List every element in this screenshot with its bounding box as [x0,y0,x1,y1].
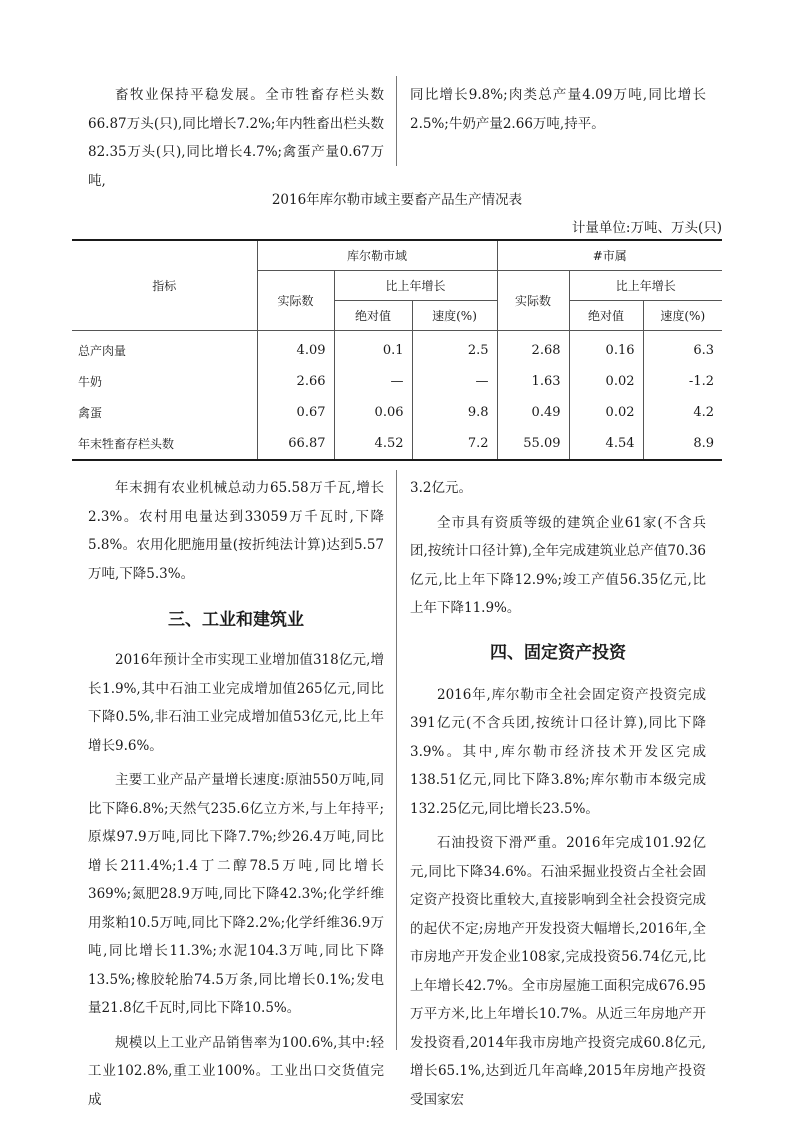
cell: 0.16 [569,331,643,367]
cell: 4.2 [643,397,722,428]
table-row [72,397,722,428]
header-yoy-1: 比上年增长 [334,271,497,301]
header-group-municipal: #市属 [497,240,722,271]
header-group-city: 库尔勒市域 [257,240,497,271]
cell: 0.1 [334,331,412,367]
left-column [88,474,384,1114]
top-left-column [88,81,384,195]
column-divider-top [396,76,397,166]
header-absolute-1: 绝对值 [334,301,412,331]
cell: 4.52 [334,428,412,460]
table-unit: 计量单位:万吨、万头(只) [571,220,722,236]
cell: 6.3 [643,331,722,367]
cell: 2.5 [412,331,497,367]
table-row [72,331,722,367]
row-label: 牛奶 [78,375,103,389]
header-speed-2: 速度(%) [643,301,722,331]
table-row [72,428,722,460]
paragraph: 2016年,库尔勒市全社会固定资产投资完成391亿元(不含兵团,按统计口径计算),同比下降3.9%。其中,库尔勒市经济技术开发区完成138.51亿元,同比下降3.8%;库尔勒市本级完成132.25亿元,同比增长23.5%。 [410,686,706,817]
cell: 0.67 [257,397,334,428]
livestock-table [72,239,722,461]
paragraph: 3.2亿元。 [410,480,472,496]
cell: 0.49 [497,397,569,428]
cell: — [412,366,497,397]
cell: 2.68 [497,331,569,367]
section-heading-industry: 三、工业和建筑业 [168,610,304,630]
row-label: 总产肉量 [78,344,127,358]
cell: 7.2 [412,428,497,460]
cell: 0.02 [569,397,643,428]
top-right-paragraph: 同比增长9.8%;肉类总产量4.09万吨,同比增长2.5%;牛奶产量2.66万吨,持平。 [410,87,706,132]
header-indicator: 指标 [72,240,257,331]
right-column [410,474,706,1114]
cell: 66.87 [257,428,334,460]
cell: 0.02 [569,366,643,397]
header-actual-2: 实际数 [497,271,569,331]
paragraph: 规模以上工业产品销售率为100.6%,其中:轻工业102.8%,重工业100%。工业出口交货值完成 [88,1034,384,1108]
section-heading-investment: 四、固定资产投资 [490,642,626,663]
table-title: 2016年库尔勒市域主要畜产品生产情况表 [271,192,523,208]
paragraph: 年末拥有农业机械总动力65.58万千瓦,增长2.3%。农村用电量达到33059万千瓦时,下降5.8%。农用化肥施用量(按折纯法计算)达到5.57万吨,下降5.3%。 [88,480,384,582]
header-actual-1: 实际数 [257,271,334,331]
cell: 9.8 [412,397,497,428]
cell: 8.9 [643,428,722,460]
top-left-paragraph: 畜牧业保持平稳发展。全市牲畜存栏头数66.87万头(只),同比增长7.2%;年内牲畜出栏头数82.35万头(只),同比增长4.7%;禽蛋产量0.67万吨, [88,87,384,189]
paragraph: 2016年预计全市实现工业增加值318亿元,增长1.9%,其中石油工业完成增加值265亿元,同比下降0.5%,非石油工业完成增加值53亿元,比上年增长9.6%。 [88,652,384,754]
header-absolute-2: 绝对值 [569,301,643,331]
paragraph: 石油投资下滑严重。2016年完成101.92亿元,同比下降34.6%。石油采掘业投资占全社会固定资产投资比重较大,直接影响到全社会投资完成的起伏不定;房地产开发投资大幅增长,2016年,全市房地产开发企业108家,完成投资56.74亿元,比上年增长42.7%。全市房屋施工面积完成676.95万平方米,比上年增长10.7%。从近三年房地产开发投资看,2014年我市房地产投资完成60.8亿元,增长65.1%,达到近几年高峰,2015年房地产投资受国家宏 [410,835,706,1108]
row-label: 年末牲畜存栏头数 [78,437,175,451]
header-speed-1: 速度(%) [412,301,497,331]
paragraph: 全市具有资质等级的建筑企业61家(不含兵团,按统计口径计算),全年完成建筑业总产值70.36亿元,比上年下降12.9%;竣工产值56.35亿元,比上年下降11.9%。 [410,514,706,616]
cell: 2.66 [257,366,334,397]
cell: 4.09 [257,331,334,367]
paragraph: 主要工业产品产量增长速度:原油550万吨,同比下降6.8%;天然气235.6亿立方米,与上年持平;原煤97.9万吨,同比下降7.7%;纱26.4万吨,同比增长211.4%;1.4丁二醇78.5万吨,同比增长369%;氮肥28.9万吨,同比下降42.3%;化学纤维用浆粕10.5万吨,同比下降2.2%;化学纤维36.9万吨,同比增长11.3%;水泥104.3万吨,同比下降13.5%;橡胶轮胎74.5万条,同比增长0.1%;发电量21.8亿千瓦时,同比下降10.5%。 [88,772,384,1016]
cell: 4.54 [569,428,643,460]
table-row [72,366,722,397]
cell: 55.09 [497,428,569,460]
column-divider [396,470,397,1050]
cell: — [334,366,412,397]
cell: -1.2 [643,366,722,397]
top-right-column [410,81,706,138]
cell: 0.06 [334,397,412,428]
row-label: 禽蛋 [78,406,103,420]
cell: 1.63 [497,366,569,397]
header-yoy-2: 比上年增长 [569,271,722,301]
